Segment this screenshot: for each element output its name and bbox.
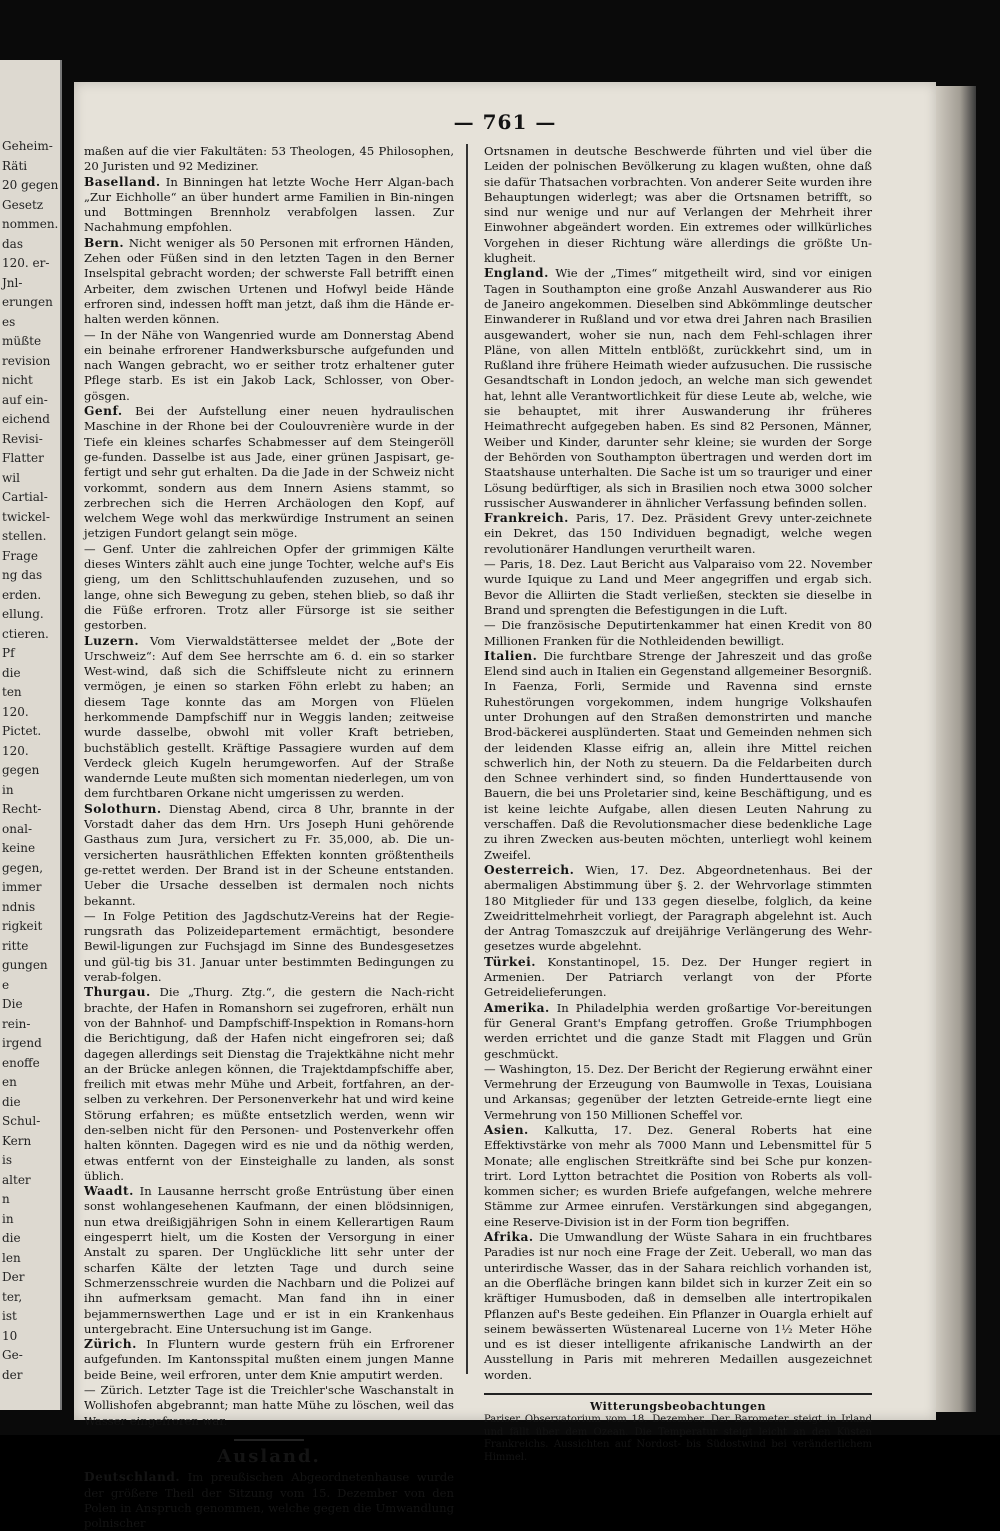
news-item	[84, 634, 454, 802]
news-item-body: Kalkutta, 17. Dez. General Roberts hat eine Effektivstärke von mehr als 7000 Mann und Lebensmittel für 5 Monate; alle englischen Streitkräfte sind bei Sche pur konzen-trirt. Lord Lytton betrachtet die Position von Roberts als voll-kommen sicher; es wurden Briefe aufgefangen, welche mehrere Stämme zur Armee einrufen. Verstärkungen sind abgegangen, eine Reserve-Division ist in der Form tion begriffen.	[484, 1123, 872, 1229]
prev-page-fragment: Kern	[2, 1133, 32, 1148]
weather-title: Witterungsbeobachtungen	[590, 1400, 766, 1414]
prev-page-fragment: gungen	[2, 958, 48, 972]
prev-page-fragment: is	[2, 1153, 12, 1167]
prev-page-fragment: Revisi-	[2, 431, 43, 446]
news-item	[84, 236, 454, 328]
news-item-body: In Philadelphia werden großartige Vor-bereitungen für General Grant's Empfang getroffen. Große Triumphbogen werden errichtet und die ganze Stadt mit Flaggen und Grün geschmückt.	[484, 1000, 872, 1061]
news-item-heading: Luzern.	[84, 633, 140, 648]
prev-page-fragment: 10	[2, 1328, 18, 1343]
prev-page-fragment: eichend	[2, 412, 50, 426]
prev-page-fragment: Recht-	[2, 802, 42, 816]
prev-page-fragment: Flatter	[2, 451, 44, 465]
prev-page-fragment: 120. er-	[2, 256, 50, 270]
prev-page-fragment: die	[2, 1231, 21, 1245]
news-item	[84, 1470, 454, 1531]
prev-page-fragment: en	[2, 1075, 17, 1089]
prev-page-fragment: ist	[2, 1309, 17, 1323]
news-item-heading: Amerika.	[484, 1000, 550, 1015]
news-paragraph: Ortsnamen in deutsche Beschwerde führten und viel über die Leiden der polnischen Bevölkerung zu klagen wußten, ohne daß sie dafür Thatsachen vorbrachten. Von anderer Seite wurden ihre Behauptungen widerlegt; was aber die Ortsnamen betrifft, so sind nur wenige und nur auf Verlangen der Mehrheit ihrer Einwohner abgeändert worden. Ein extremes oder willkürliches Vorgehen in dieser Richtung wäre allerdings die größte Un-klugheit.	[484, 144, 872, 266]
prev-page-fragment: in	[2, 1211, 14, 1226]
news-item-heading: Italien.	[484, 648, 538, 663]
news-item-body: Die furchtbare Strenge der Jahreszeit und das große Elend sind auch in Italien ein Gegenstand allgemeiner Besorgniß. In Faenza, Forli, Sermide und Ravenna sind ernste Ruhestörungen vorgekommen, indem hungrige Volkshaufen unter Drohungen auf den Straßen demonstrirten und manche Brod-bäckerei ausplünderten. Staat und Gemeinden nehmen sich der leidenden Klasse eifrig an, allein ihre Mittel reichen schwerlich hin, der Noth zu steuern. Da die Feldarbeiten durch den Schnee verhindert sind, so finden Hunderttausende von Bauern, die bei uns Proletarier sind, keine Beschäftigung, und es ist keine leichte Aufgabe, allen diesen Leuten Nahrung zu verschaffen. Daß die Revolutionsmacher diese bedenkliche Lage zu ihren Zwecken aus-beuten möchten, unterliegt wohl keinem Zweifel.	[484, 648, 872, 862]
prev-page-fragment: wil	[2, 470, 20, 485]
news-item-body: Paris, 17. Dez. Präsident Grevy unter-zeichnete ein Dekret, das 150 Individuen begnadigt, welche wegen revolutionärer Handlungen verurtheilt waren.	[484, 511, 872, 556]
news-paragraph: — Genf. Unter die zahlreichen Opfer der grimmigen Kälte dieses Winters zählt auch eine junge Tochter, welche auf's Eis gieng, um den Schlittschuhlaufenden zuzusehen, und so lange, ohne sich Bewegung zu geben, stehen blieb, so daß ihr die Füße erfroren. Trotz aller Fürsorge ist sie seither gestorben.	[84, 541, 454, 633]
prev-page-fragment: ten	[2, 685, 22, 699]
news-item-heading: Türkei.	[484, 954, 536, 969]
prev-page-fragment: 120.	[2, 743, 29, 758]
news-paragraph: — Paris, 18. Dez. Laut Bericht aus Valparaiso vom 22. November wurde Iquique zu Land und Meer angegriffen und ergab sich. Bevor die Alliirten die Stadt verließen, steckten sie dieselbe in Brand und sprengten die Befestigungen in die Luft.	[484, 557, 872, 617]
prev-page-fragment: enoffe	[2, 1055, 40, 1070]
news-item-body: Dienstag Abend, circa 8 Uhr, brannte in der Vorstadt daher das dem Hrn. Urs Joseph Huni gehörende Gasthaus zum Jura, versichert zu Fr. 35,000, ab. Die un-versicherten hausräthlichen Effekten konnten größtentheils ge-rettet werden. Der Brand ist in der Scheune entstanden. Ueber die Ursache desselben ist dermalen noch nichts bekannt.	[84, 801, 454, 908]
news-paragraph: — Washington, 15. Dez. Der Bericht der Regierung erwähnt einer Vermehrung der Erzeugung von Baumwolle in Texas, Louisiana und Arkansas; gegenüber der letzten Getreide-ernte liegt eine Vermehrung von 150 Millionen Scheffel vor.	[484, 1061, 872, 1122]
news-item-body: Die „Thurg. Ztg.“, die gestern die Nach-richt brachte, der Hafen in Romanshorn sei zugefroren, erhält nun von der Bahnhof- und Dampfschiff-Inspektion in Romans-horn die Berichtigung, daß der Hafen nicht eingefroren sei; daß dagegen allerdings seit Dienstag die Trajektkähne nicht mehr an der Brücke anlegen können, die Trajektdampfschiffe aber, freilich mit etwas mehr Mühe und Arbeit, fortfahren, an der-selben zu verkehren. Der Personenverkehr hat und wird keine Störung erfahren; es müßte entsetzlich werden, wenn wir den-selben nicht für den Personen- und Postenverkehr offen halten könnten. Dagegen wird es nie und da nöthig werden, etwas entfernt von der Einsteighalle zu landen, als sonst üblich.	[84, 985, 454, 1183]
news-item	[84, 985, 454, 1184]
news-item	[84, 1337, 454, 1383]
prev-page-fragment: ter,	[2, 1289, 23, 1304]
prev-page-fragment: in	[2, 782, 14, 797]
prev-page-fragment: müßte	[2, 334, 42, 348]
prev-page-fragment: erden.	[2, 587, 42, 602]
prev-page-fragment: nicht	[2, 373, 33, 387]
news-paragraph: — In der Nähe von Wangenried wurde am Donnerstag Abend ein beinahe erfrorener Handwerksbursche aufgefunden und nach Wangen gebracht, wo er seither trotz erhaltener guter Pflege starb. Es ist ein Jakob Lack, Schlosser, von Ober-gösgen.	[84, 327, 454, 403]
news-paragraph: — Die französische Deputirtenkammer hat einen Kredit von 80 Millionen Franken für die Nothleidenden bewilligt.	[484, 618, 872, 648]
prev-page-fragment: das	[2, 236, 23, 251]
prev-page-fragment: gegen,	[2, 860, 44, 875]
news-item	[484, 1230, 872, 1383]
prev-page-fragment: Ge-	[2, 1348, 23, 1362]
news-item-heading: Oesterreich.	[484, 862, 575, 877]
page-curl	[936, 86, 976, 1412]
prev-page-fragment: Räti	[2, 158, 28, 173]
prev-page-fragment: len	[2, 1250, 21, 1265]
prev-page-fragment: Pictet.	[2, 724, 42, 738]
prev-page-fragment: Pf	[2, 646, 15, 660]
prev-page-fragment: 120.	[2, 704, 29, 719]
news-item	[484, 649, 872, 863]
prev-page-fragment: rein-	[2, 1016, 31, 1031]
news-item-heading: Frankreich.	[484, 511, 569, 526]
prev-page-fragment: ritte	[2, 938, 29, 953]
prev-page-fragment: ng das	[2, 568, 43, 582]
prev-page-fragment: Der	[2, 1270, 25, 1284]
news-item-body: Nicht weniger als 50 Personen mit erfrornen Händen, Zehen oder Füßen sind in den letzten Tagen in den Berner Inselspital gebracht worden; der schwerste Fall betrifft einen Arbeiter, dem zwischen Urtenen und Hofwyl beide Hände erfroren sind, indessen hofft man jetzt, daß ihm die Hände er-halten werden können.	[84, 235, 454, 327]
news-item-heading: Genf.	[84, 404, 123, 419]
prev-page-fragment: alter	[2, 1172, 31, 1187]
news-item-body: Im preußischen Abgeordnetenhause wurde der größere Theil der Sitzung vom 15. Dezember von den Polen in Anspruch genommen, welche gegen die Umwandlung polnischer	[84, 1470, 454, 1531]
prev-page-fragment: die	[2, 665, 21, 680]
news-item-body: Die Umwandlung der Wüste Sahara in ein fruchtbares Paradies ist nur noch eine Frage der Zeit. Ueberall, wo man das unterirdische Wasser, das in der Sahara reichlich vorhanden ist, an die Oberfläche bringen kann bildet sich in kurzer Zeit ein so kräftiger Humusboden, daß in demselben alle intertropikalen Pflanzen auf's Beste gedeihen. Ein Pflanzer in Ouargla erhielt auf seinem bewässerten Wüstenareal Lucerne von 1½ Meter Höhe und es ist dieser intelligente afrikanische Landwirth an der Ausstellung in Paris mit mehreren Medaillen ausgezeichnet worden.	[484, 1230, 872, 1382]
news-item-heading: Solothurn.	[84, 801, 162, 816]
news-item-heading: Bern.	[84, 235, 125, 250]
news-item-body: In Binningen hat letzte Woche Herr Algan-bach „Zur Eichholle“ an über hundert arme Familien in Bin-ningen und Bottmingen Brennholz verabfolgen lassen. Zur Nachahmung empfohlen.	[84, 174, 454, 235]
news-item	[84, 404, 454, 542]
prev-page-fragment: 20 gegen	[2, 178, 59, 192]
news-item-body: In Lausanne herrscht große Entrüstung über einen sonst wohlangesehenen Kaufmann, der einen blödsinnigen, nun etwa dreißigjährigen Sohn in einem Kellerartigen Raum eingesperrt hielt, um die Kosten der Versorgung in einer Anstalt zu sparen. Der Unglückliche litt sehr unter der scharfen Kälte der letzten Tage und durch seine Schmerzensschreie wurden die Nachbarn und die Polizei auf ihn aufmerksam gemacht. Man fand ihn in einer bejammernswerthen Lage und er ist in ein Krankenhaus untergebracht. Eine Untersuchung ist im Gange.	[84, 1184, 454, 1336]
weather-rule	[484, 1393, 872, 1395]
prev-page-fragment: onal-	[2, 821, 32, 836]
news-item-body: Konstantinopel, 15. Dez. Der Hunger regiert in Armenien. Der Patriarch verlangt von der Pforte Getreidelieferungen.	[484, 954, 872, 1000]
section-rule	[234, 1439, 304, 1441]
news-item	[84, 1184, 454, 1337]
news-paragraph: — Zürich. Letzter Tage ist die Treichler'sche Waschanstalt in Wollishofen abgebrannt; man hatte Mühe zu löschen, weil das Wasser eingefroren war.	[84, 1383, 454, 1428]
prev-page-fragment: stellen.	[2, 529, 47, 543]
prev-page-fragment: Geheim-	[2, 139, 53, 153]
prev-page-fragment: keine	[2, 841, 36, 855]
previous-page-edge	[0, 60, 62, 1410]
prev-page-fragment: ctieren.	[2, 626, 49, 641]
news-item	[84, 175, 454, 236]
news-paragraph: — In Folge Petition des Jagdschutz-Vereins hat der Regie-rungsrath das Polizeidepartement ermächtigt, besondere Bewil-ligungen zur Fuchsjagd im Sinne des Bundesgesetzes und gül-tig bis 31. Januar unter bestimmten Bedingungen zu verab-folgen.	[84, 908, 454, 985]
prev-page-fragment: Frage	[2, 548, 38, 563]
prev-page-fragment: der	[2, 1367, 23, 1382]
news-item	[484, 863, 872, 955]
prev-page-fragment: die	[2, 1094, 21, 1109]
news-item-heading: Afrika.	[484, 1230, 534, 1245]
news-item-body: In Fluntern wurde gestern früh ein Erfrorener aufgefunden. Im Kantonsspital mußten einem jungen Manne beide Beine, weil erfroren, unter dem Knie amputirt werden.	[84, 1337, 454, 1382]
prev-page-fragment: irgend	[2, 1036, 42, 1050]
prev-page-fragment: erungen	[2, 295, 53, 309]
news-item	[484, 511, 872, 557]
news-item	[84, 802, 454, 909]
news-item	[484, 1001, 872, 1062]
newspaper-page	[74, 82, 936, 1531]
weather-report: Pariser Observatorium vom 18. Dezember. Der Barometer steigt in Irland und fällt über dem Ozean. Die Temperatur steigt leicht an den Küsten Frankreichs. Aussichten auf Nordost- bis Südostwind bei veränderlichem Himmel.	[484, 1414, 872, 1463]
news-item-heading: Zürich.	[84, 1337, 137, 1352]
news-item-heading: Thurgau.	[84, 985, 151, 1000]
news-item-heading: Baselland.	[84, 174, 161, 189]
prev-page-fragment: auf ein-	[2, 392, 48, 407]
news-item-heading: Deutschland.	[84, 1470, 181, 1485]
prev-page-fragment: nommen.	[2, 217, 59, 231]
news-item-body: Wie der „Times“ mitgetheilt wird, sind vor einigen Tagen in Southampton eine große Anzahl Auswanderer aus Rio de Janeiro angekommen. Dieselben sind Abkömmlinge deutscher Einwanderer in Rußland und vor etwa drei Jahren nach Brasilien ausgewandert, woher sie nun, nach dem Fehl-schlagen ihrer Pläne, von allen Mitteln entblößt, zurückkehrt sind, um in Rußland ihre frühere Heimath wieder aufzusuchen. Die russische Gesandtschaft in London jedoch, an welche man sich gewendet hat, lehnt alle Verantwortlichkeit für diese Leute ab, welche, wie sie behauptet, mit ihrer Auswanderung ihr früheres Heimathrecht aufgegeben haben. Es sind 82 Personen, Männer, Weiber und Kinder, darunter sehr kleine; sie wurden der Sorge der Behörden von Southampton übertragen und werden dort im Staatshause unterhalten. Die Sache ist um so trauriger und einer Lösung bedürftiger, als sich in Brasilien noch etwa 3000 solcher russischer Auswanderer in ähnlicher Verfassung befinden sollen.	[484, 266, 872, 510]
page-number: — 761 —	[453, 110, 557, 134]
news-item-body: Vom Vierwaldstättersee meldet der „Bote der Urschweiz“: Auf dem See herrschte am 6. d. ein so starker West-wind, daß sich die Schiffsleute nicht zu erinnern vermögen, je einen so starken Föhn erlebt zu haben; an diesem Tage konnte das am Morgen von Flüelen herkommende Dampfschiff nur in Weggis landen; zeitweise wurde dasselbe, obwohl mit voller Kraft betrieben, buchstäblich gestellt. Kräftige Passagiere wurden auf dem Verdeck gleich Kugeln herumgeworfen. Auf der Straße wandernde Leute mußten sich momentan niederlegen, um von dem furchtbaren Orkane nicht umgerissen zu werden.	[84, 633, 454, 801]
news-item-body: Bei der Aufstellung einer neuen hydraulischen Maschine in der Rhone bei der Coulouvrenière wurde in der Tiefe ein kleines scharfes Schabmesser auf dem Steingeröll ge-funden. Dasselbe ist aus Jade, einer grünen Jaspisart, ge-fertigt und sehr gut erhalten. Da die Jade in der Schweiz nicht vorkommt, sondern aus dem Innern Asiens stammt, so zerbrechen sich die Herren Archäologen den Kopf, auf welchem Wege wohl das merkwürdige Instrument an seinen jetzigen Fundort gelangt sein möge.	[84, 404, 454, 541]
news-item	[484, 266, 872, 511]
prev-page-fragment: rigkeit	[2, 919, 43, 933]
prev-page-fragment: revision	[2, 353, 51, 368]
news-item	[484, 955, 872, 1001]
column-divider	[466, 144, 468, 1374]
prev-page-fragment: n	[2, 1192, 10, 1206]
section-title: Ausland.	[217, 1445, 321, 1467]
news-item-heading: England.	[484, 266, 549, 281]
prev-page-fragment: ndnis	[2, 899, 36, 914]
news-item-body: Wien, 17. Dez. Abgeordnetenhaus. Bei der abermaligen Abstimmung über §. 2. der Wehrvorlage stimmten 180 Mitglieder für und 133 gegen dieselbe, folglich, da keine Zweidrittelmehrheit vorliegt, der Paragraph abgelehnt ist. Auch der Antrag Tomaszczuk auf dreijährige Verlängerung des Wehr-gesetzes wurde abgelehnt.	[484, 862, 872, 954]
news-item-heading: Waadt.	[84, 1184, 134, 1199]
prev-page-fragment: Gesetz	[2, 197, 44, 212]
prev-page-fragment: twickel-	[2, 509, 50, 524]
prev-page-fragment: es	[2, 314, 16, 329]
prev-page-fragment: Cartial-	[2, 490, 48, 504]
news-item-heading: Asien.	[484, 1123, 529, 1137]
prev-page-fragment: Schul-	[2, 1114, 41, 1128]
right-column	[484, 144, 872, 1464]
prev-page-fragment: gegen	[2, 763, 40, 777]
prev-page-fragment: e	[2, 977, 10, 992]
prev-page-fragment: Jnl-	[2, 275, 23, 290]
prev-page-fragment: immer	[2, 880, 42, 894]
news-item	[484, 1123, 872, 1230]
prev-page-fragment: Die	[2, 997, 23, 1011]
prev-page-fragment: ellung.	[2, 607, 44, 621]
news-paragraph: maßen auf die vier Fakultäten: 53 Theologen, 45 Philosophen, 20 Juristen und 92 Mediziner.	[84, 144, 454, 174]
left-column	[84, 144, 454, 1531]
